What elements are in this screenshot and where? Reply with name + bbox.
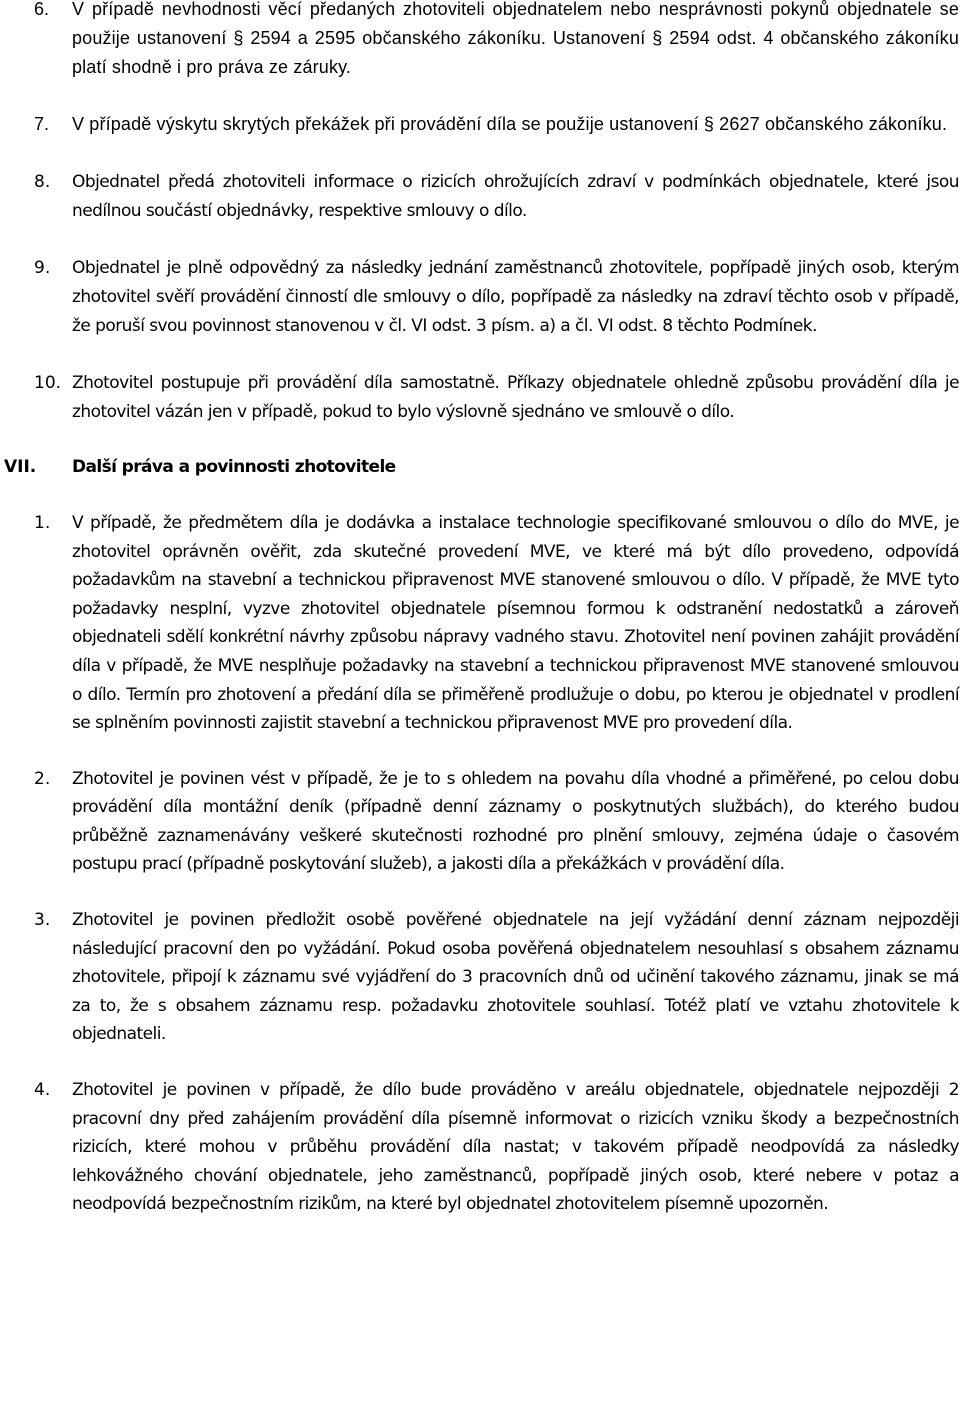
clause-number: 6. (34, 0, 50, 19)
clause-number: 9. (34, 258, 51, 279)
section-clause-1 (0, 509, 960, 738)
section-number: VII. (4, 457, 37, 478)
clause-number: 8. (34, 172, 51, 193)
clause-text: V případě nevhodnosti věcí předaných zhotoviteli objednatelem nebo nesprávnosti pokynů objednatele se použije ustanovení § 2594 a 2595 občanského zákoníku. Ustanovení § 2594 odst. 4 občanského zákoníku platí shodně i pro práva ze záruky. (72, 0, 959, 77)
clause-7 (0, 110, 960, 139)
clause-text: V případě výskytu skrytých překážek při provádění díla se použije ustanovení § 2627 občanského zákoníku. (72, 114, 948, 135)
section-clause-4 (0, 1076, 960, 1219)
clause-text: Zhotovitel postupuje při provádění díla samostatně. Příkazy objednatele ohledně způsobu provádění díla je zhotovitel vázán jen v případě, pokud to bylo výslovně sjednáno ve smlouvě o dílo. (72, 373, 959, 422)
clause-text: Objednatel předá zhotoviteli informace o rizicích ohrožujících zdraví v podmínkách objednatele, které jsou nedílnou součástí objednávky, respektive smlouvy o dílo. (72, 172, 959, 221)
clause-text: Objednatel je plně odpovědný za následky jednání zaměstnanců zhotovitele, popřípadě jiných osob, kterým zhotovitel svěří provádění činností dle smlouvy o dílo, popřípadě za následky na zdraví těchto osob v případě, že poruší svou povinnost stanovenou v čl. VI odst. 3 písm. a) a čl. VI odst. 8 těchto Podmínek. (72, 258, 959, 336)
clause-text: Zhotovitel je povinen v případě, že dílo bude prováděno v areálu objednatele, objednatele nejpozději 2 pracovní dny před zahájením provádění díla písemně informovat o rizicích vzniku škody a bezpečnostních rizicích, které mohou v průběhu provádění díla nastat; v takovém případě neodpovídá za následky lehkovážného chování objednatele, jeho zaměstnanců, popřípadě jiných osob, které nebere v potaz a neodpovídá bezpečnostním rizikům, na které byl objednatel zhotovitelem písemně upozorněn. (72, 1080, 959, 1215)
section-clause-2 (0, 765, 960, 879)
section-title: Další práva a povinnosti zhotovitele (72, 457, 396, 478)
section-clause-3 (0, 906, 960, 1049)
section-heading (0, 453, 960, 482)
clause-number: 3. (34, 910, 51, 931)
clause-9 (0, 254, 960, 340)
clause-number: 10. (34, 373, 62, 394)
clause-number: 1. (34, 512, 51, 533)
clause-8 (0, 168, 960, 225)
clause-text: Zhotovitel je povinen vést v případě, že je to s ohledem na povahu díla vhodné a přiměřené, po celou dobu provádění díla montážní deník (případně denní záznamy o poskytnutých službách), do kterého budou průběžně zaznamenávány veškeré skutečnosti rozhodné pro plnění smlouvy, zejména údaje o časovém postupu prací (případně poskytování služeb), a jakosti díla a překážkách v provádění díla. (72, 768, 959, 875)
clause-10 (0, 369, 960, 426)
clause-number: 4. (34, 1080, 51, 1101)
clause-text: V případě, že předmětem díla je dodávka a instalace technologie specifikované smlouvou o dílo do MVE, je zhotovitel oprávněn ověřit, zda skutečné provedení MVE, ve které má být dílo provedeno, odpovídá požadavkům na stavební a technickou připravenost MVE stanovené smlouvou o dílo. V případě, že MVE tyto požadavky nesplní, vyzve zhotovitel objednatele písemnou formou k odstranění nedostatků a zároveň objednateli sdělí konkrétní návrhy způsobu nápravy vadného stavu. Zhotovitel není povinen zahájit provádění díla v případě, že MVE nesplňuje požadavky na stavební a technickou připravenost MVE stanovené smlouvou o dílo. Termín pro zhotovení a předání díla se přiměřeně prodlužuje o dobu, po kterou je objednatel v prodlení se splněním povinnosti zajistit stavební a technickou připravenost MVE pro provedení díla. (72, 512, 959, 734)
clause-text: Zhotovitel je povinen předložit osobě pověřené objednatele na její vyžádání denní záznam nejpozději následující pracovní den po vyžádání. Pokud osoba pověřená objednatelem nesouhlasí s obsahem záznamu zhotovitele, připojí k záznamu své vyjádření do 3 pracovních dnů od učinění takového záznamu, jinak se má za to, že s obsahem záznamu resp. požadavku zhotovitele souhlasí. Totéž platí ve vztahu zhotovitele k objednateli. (72, 910, 959, 1045)
clause-number: 2. (34, 768, 51, 789)
clause-number: 7. (34, 114, 50, 135)
clause-6 (0, 0, 960, 81)
